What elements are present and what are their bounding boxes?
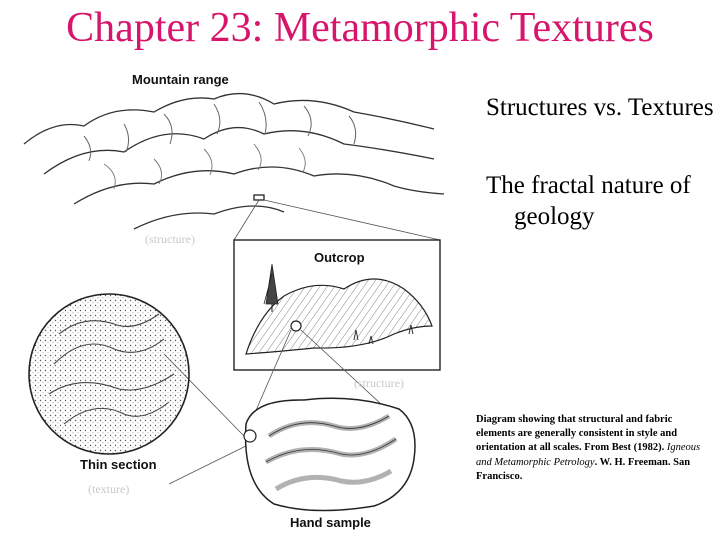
caption-book-title: Igneous and Metamorphic Petrology bbox=[476, 442, 701, 468]
slide-title: Chapter 23: Metamorphic Textures bbox=[66, 5, 654, 51]
bullet-structures-vs-textures: Structures vs. Textures bbox=[486, 94, 714, 121]
hand-sample-label: Hand sample bbox=[290, 515, 371, 530]
thin-section-label: Thin section bbox=[80, 457, 157, 472]
mountain-range-drawing bbox=[24, 94, 444, 229]
mountain-range-label: Mountain range bbox=[132, 72, 229, 87]
caption-tail: . W. H. Freeman. San Francisco. bbox=[476, 456, 691, 482]
bullet-fractal-nature: The fractal nature of geology bbox=[486, 172, 691, 230]
structure-label-lower: (structure) bbox=[354, 376, 404, 390]
scale-diagram bbox=[14, 64, 464, 534]
hand-sample-drawing bbox=[244, 398, 415, 510]
thin-section-drawing bbox=[29, 294, 189, 454]
figure-caption bbox=[476, 413, 712, 484]
caption-lead: Diagram showing that structural and fabric elements are generally consistent in style and orientation at all scales. From Best (1982). bbox=[476, 414, 678, 454]
texture-label: (texture) bbox=[88, 482, 130, 496]
structure-label-upper: (structure) bbox=[145, 232, 195, 246]
outcrop-label: Outcrop bbox=[314, 250, 365, 265]
